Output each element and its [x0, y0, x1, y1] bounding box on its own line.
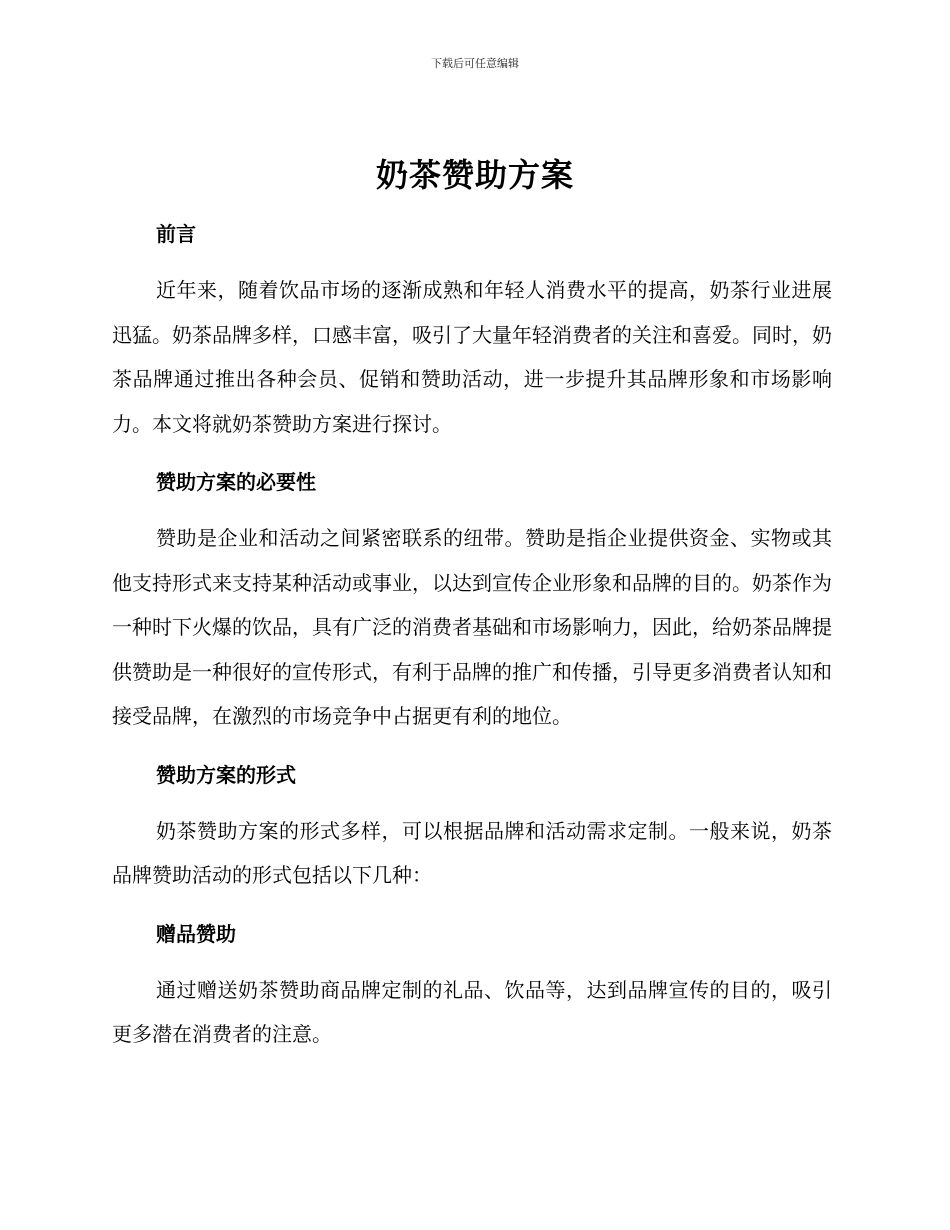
section-paragraph-gift-sponsorship: 通过赠送奶茶赞助商品牌定制的礼品、饮品等，达到品牌宣传的目的，吸引更多潜在消费者的注意。: [112, 977, 832, 1046]
header-note: 下载后可任意编辑: [431, 57, 519, 70]
section-heading-gift-sponsorship: 赠品赞助: [156, 921, 236, 946]
section-paragraph-preface: 近年来，随着饮品市场的逐渐成熟和年轻人消费水平的提高，奶茶行业进展迅猛。奶茶品牌多样，口感丰富，吸引了大量年轻消费者的关注和喜爱。同时，奶茶品牌通过推出各种会员、促销和赞助活动，进一步提升其品牌形象和市场影响力。本文将就奶茶赞助方案进行探讨。: [112, 278, 832, 436]
section-paragraph-necessity: 赞助是企业和活动之间紧密联系的纽带。赞助是指企业提供资金、实物或其他支持形式来支持某种活动或事业，以达到宣传企业形象和品牌的目的。奶茶作为一种时下火爆的饮品，具有广泛的消费者基础和市场影响力，因此，给奶茶品牌提供赞助是一种很好的宣传形式，有利于品牌的推广和传播，引导更多消费者认知和接受品牌，在激烈的市场竞争中占据更有利的地位。: [112, 526, 832, 728]
section-heading-necessity: 赞助方案的必要性: [156, 470, 316, 494]
section-heading-preface: 前言: [156, 222, 196, 246]
section-heading-forms: 赞助方案的形式: [156, 762, 296, 787]
document-body: [112, 200, 832, 1057]
section-paragraph-forms: 奶茶赞助方案的形式多样，可以根据品牌和活动需求定制。一般来说，奶茶品牌赞助活动的形式包括以下几种：: [112, 818, 832, 887]
document-title: 奶茶赞助方案: [375, 156, 574, 194]
